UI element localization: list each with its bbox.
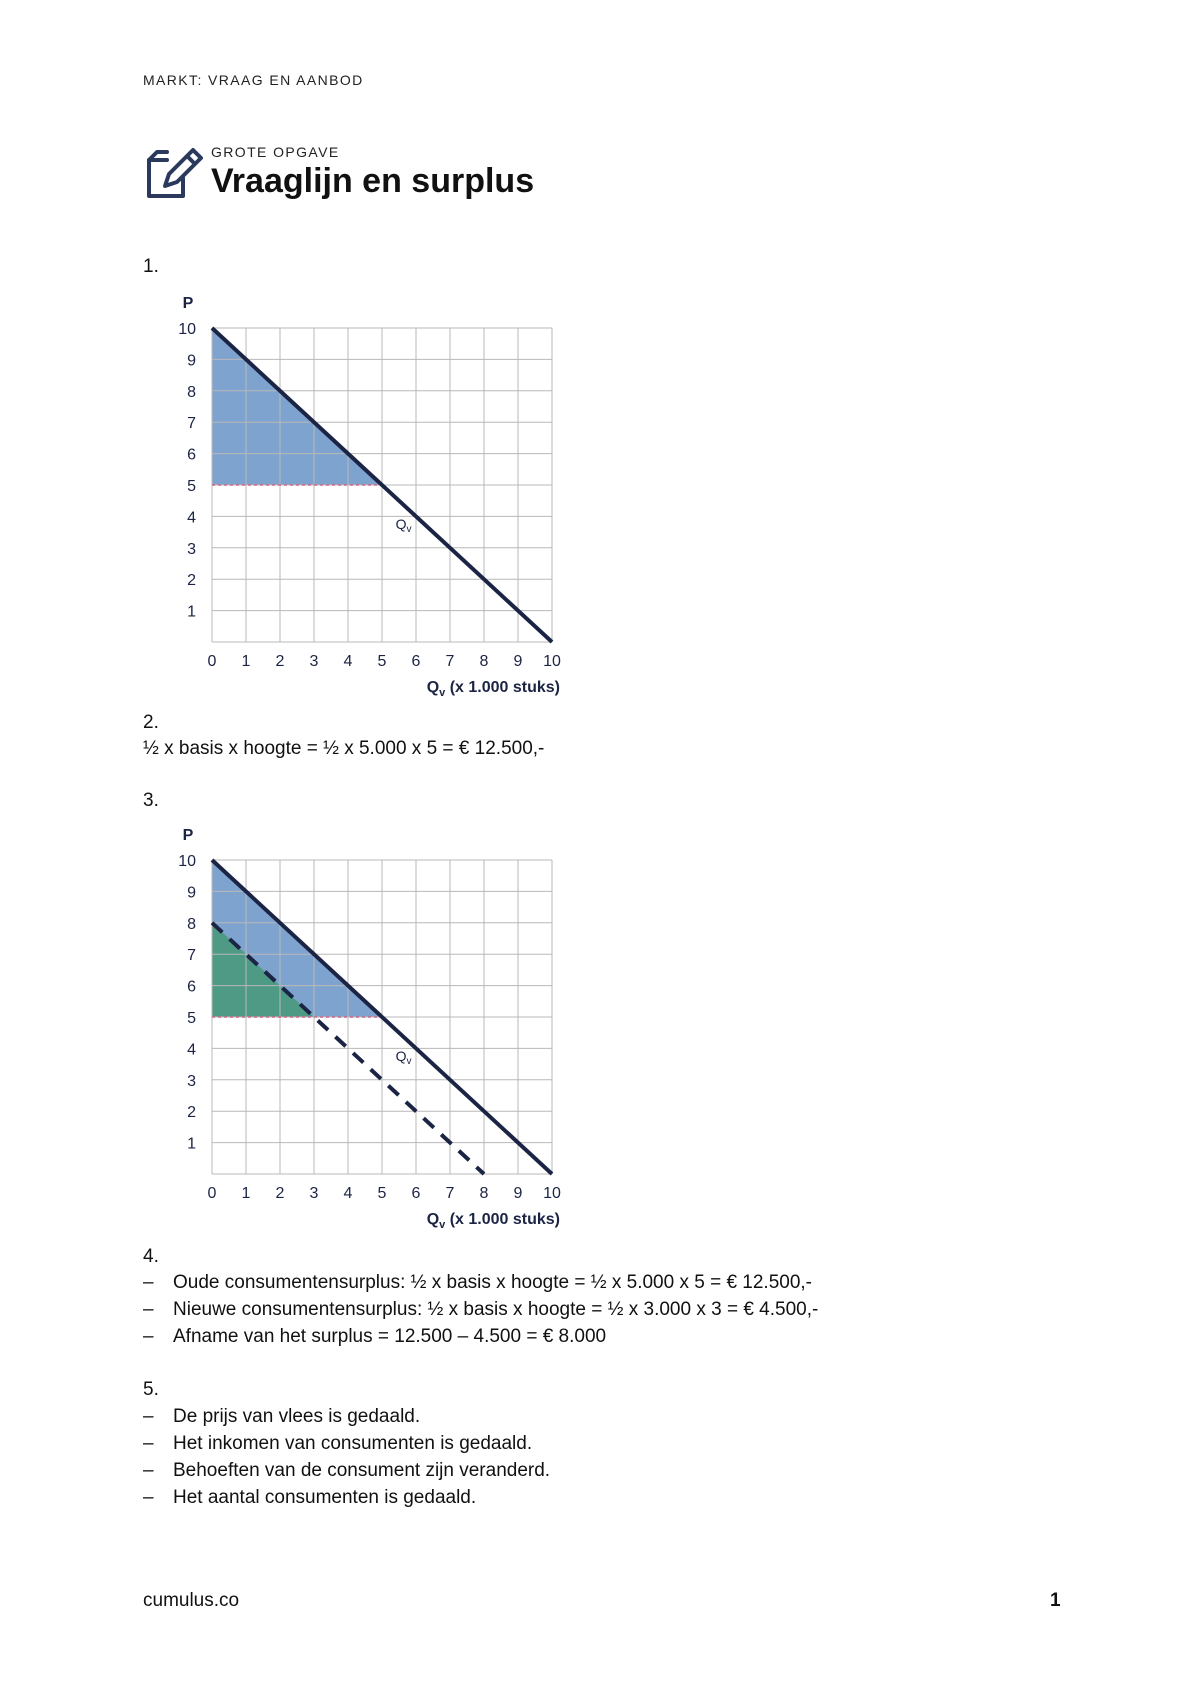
x-tick-label: 7 bbox=[445, 1185, 455, 1202]
bullet-text: De prijs van vlees is gedaald. bbox=[173, 1406, 421, 1427]
bullet-dash: – bbox=[143, 1326, 154, 1347]
y-tick-label: 2 bbox=[187, 572, 196, 590]
y-tick-label: 6 bbox=[187, 978, 196, 996]
question-2-answer: ½ x basis x hoogte = ½ x 5.000 x 5 = € 12.500,- bbox=[143, 738, 545, 759]
x-tick-label: 3 bbox=[309, 1185, 319, 1202]
x-tick-label: 10 bbox=[543, 1185, 561, 1202]
y-axis-label: P bbox=[182, 295, 194, 312]
demand-chart-2 bbox=[150, 812, 590, 1232]
question-4-number: 4. bbox=[143, 1246, 159, 1267]
demand-line-label: $Q_v$ bbox=[395, 1047, 412, 1067]
x-tick-label: 8 bbox=[479, 1185, 489, 1202]
x-tick-label: 5 bbox=[377, 1185, 387, 1202]
x-tick-label: 5 bbox=[377, 653, 387, 670]
x-tick-label: 9 bbox=[513, 653, 523, 670]
x-tick-label: 1 bbox=[241, 1185, 251, 1202]
question-4-item bbox=[143, 1326, 606, 1348]
question-5-item bbox=[143, 1406, 420, 1428]
y-tick-label: 3 bbox=[187, 540, 196, 558]
x-tick-label: 2 bbox=[275, 653, 285, 670]
section-header: MARKT: VRAAG EN AANBOD bbox=[143, 72, 364, 88]
y-tick-label: 5 bbox=[187, 478, 196, 495]
y-tick-label: 9 bbox=[187, 352, 196, 370]
x-axis-label: $Q_v$ (x 1.000 stuks) bbox=[426, 679, 560, 699]
bullet-dash: – bbox=[143, 1299, 154, 1320]
x-tick-label: 0 bbox=[207, 653, 217, 670]
bullet-dash: – bbox=[143, 1433, 154, 1454]
y-tick-label: 1 bbox=[187, 603, 196, 621]
demand-chart-1 bbox=[150, 280, 590, 700]
y-tick-label: 7 bbox=[187, 947, 196, 965]
y-tick-label: 4 bbox=[187, 1041, 196, 1059]
y-tick-label: 3 bbox=[187, 1072, 196, 1090]
y-tick-label: 8 bbox=[187, 915, 196, 933]
bullet-dash: – bbox=[143, 1406, 154, 1427]
y-tick-label: 10 bbox=[178, 321, 196, 338]
x-tick-label: 3 bbox=[309, 653, 319, 670]
bullet-dash: – bbox=[143, 1272, 154, 1293]
x-tick-label: 4 bbox=[343, 1185, 353, 1202]
bullet-text: Behoeften van de consument zijn veranderd. bbox=[173, 1460, 551, 1481]
x-tick-label: 10 bbox=[543, 653, 561, 670]
question-5-item bbox=[143, 1433, 532, 1455]
question-1-number: 1. bbox=[143, 256, 159, 277]
bullet-text: Nieuwe consumentensurplus: ½ x basis x hoogte = ½ x 3.000 x 3 = € 4.500,- bbox=[173, 1299, 819, 1320]
x-tick-label: 4 bbox=[343, 653, 353, 670]
demand-line-label: $Q_v$ bbox=[395, 515, 412, 535]
y-tick-label: 8 bbox=[187, 383, 196, 401]
question-5-number: 5. bbox=[143, 1379, 159, 1400]
bullet-text: Het inkomen van consumenten is gedaald. bbox=[173, 1433, 533, 1454]
x-tick-label: 2 bbox=[275, 1185, 285, 1202]
question-5-item bbox=[143, 1487, 476, 1509]
footer-page-number: 1 bbox=[1050, 1590, 1061, 1611]
y-axis-label: P bbox=[182, 827, 194, 844]
x-tick-label: 6 bbox=[411, 1185, 421, 1202]
footer-site: cumulus.co bbox=[143, 1590, 240, 1611]
x-tick-label: 1 bbox=[241, 653, 251, 670]
question-3-number: 3. bbox=[143, 790, 159, 811]
question-5-item bbox=[143, 1460, 550, 1482]
bullet-text: Oude consumentensurplus: ½ x basis x hoogte = ½ x 5.000 x 5 = € 12.500,- bbox=[173, 1272, 813, 1293]
y-tick-label: 4 bbox=[187, 509, 196, 527]
pencil-note-icon bbox=[143, 146, 205, 202]
y-tick-label: 6 bbox=[187, 446, 196, 464]
y-tick-label: 10 bbox=[178, 853, 196, 870]
bullet-dash: – bbox=[143, 1487, 154, 1508]
x-axis-label: $Q_v$ (x 1.000 stuks) bbox=[426, 1211, 560, 1231]
question-4-item bbox=[143, 1272, 812, 1294]
x-tick-label: 0 bbox=[207, 1185, 217, 1202]
eyebrow-label: GROTE OPGAVE bbox=[211, 144, 340, 160]
y-tick-label: 1 bbox=[187, 1135, 196, 1153]
x-tick-label: 9 bbox=[513, 1185, 523, 1202]
bullet-dash: – bbox=[143, 1460, 154, 1481]
question-4-item bbox=[143, 1299, 818, 1321]
y-tick-label: 2 bbox=[187, 1104, 196, 1122]
bullet-text: Het aantal consumenten is gedaald. bbox=[173, 1487, 477, 1508]
chart-1 bbox=[150, 280, 590, 700]
y-tick-label: 7 bbox=[187, 415, 196, 433]
chart-2 bbox=[150, 812, 590, 1232]
page-title: Vraaglijn en surplus bbox=[211, 162, 535, 200]
x-tick-label: 6 bbox=[411, 653, 421, 670]
question-2-number: 2. bbox=[143, 712, 159, 733]
bullet-text: Afname van het surplus = 12.500 – 4.500 = € 8.000 bbox=[173, 1326, 607, 1347]
y-tick-label: 9 bbox=[187, 884, 196, 902]
y-tick-label: 5 bbox=[187, 1010, 196, 1027]
x-tick-label: 8 bbox=[479, 653, 489, 670]
x-tick-label: 7 bbox=[445, 653, 455, 670]
